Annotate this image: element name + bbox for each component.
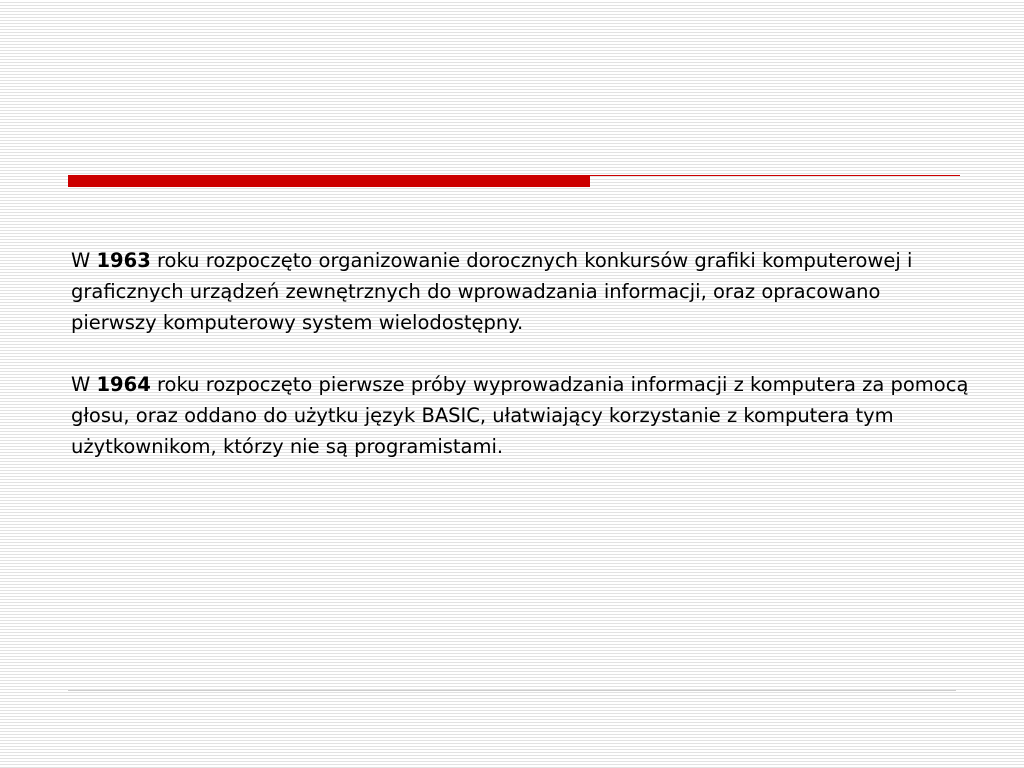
paragraph-prefix: W	[71, 249, 97, 272]
year-1963: 1963	[96, 249, 151, 272]
paragraph-1963	[71, 245, 971, 338]
paragraph-1964	[71, 369, 971, 462]
footer-divider	[68, 690, 956, 691]
year-1964: 1964	[96, 373, 151, 396]
paragraph-text: roku rozpoczęto organizowanie dorocznych konkursów grafiki komputerowej i graficznych urządzeń zewnętrznych do wprowadzania informacji, oraz opracowano pierwszy komputerowy system wielodostępny.	[71, 249, 913, 334]
title-accent-line	[590, 175, 960, 176]
title-accent-bar	[68, 175, 590, 187]
paragraph-text: roku rozpoczęto pierwsze próby wyprowadzania informacji z komputera za pomocą głosu, oraz oddano do użytku język BASIC, ułatwiający korzystanie z komputera tym użytkownikom, którzy nie są programistami.	[71, 373, 969, 458]
paragraph-prefix: W	[71, 373, 97, 396]
slide-body	[71, 245, 971, 493]
